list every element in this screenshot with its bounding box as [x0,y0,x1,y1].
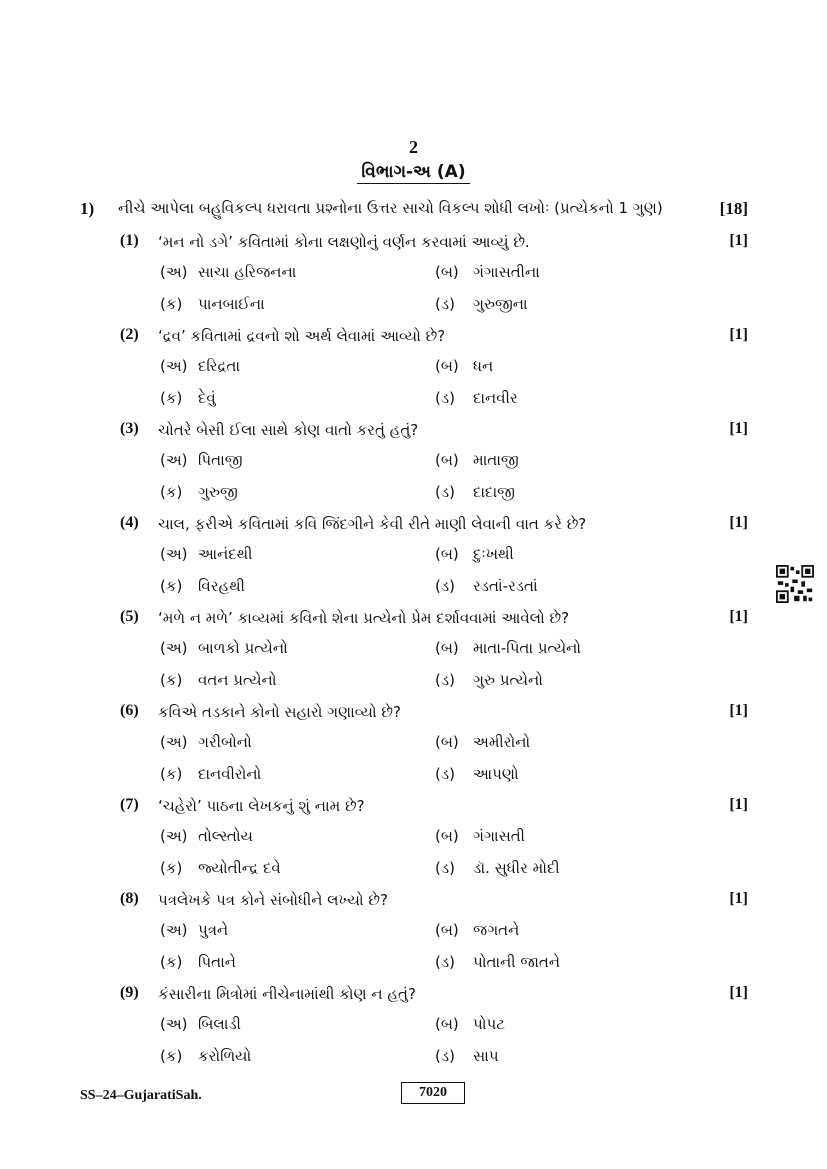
question-number: (4) [120,514,139,531]
answer-option [160,859,281,877]
option-text: બિલાડી [198,1015,241,1033]
answer-option [435,295,528,313]
option-label: (અ) [160,357,188,375]
option-text: જ્યોતીન્દ્ર દવે [198,859,281,877]
answer-option [160,671,276,689]
option-text: વતન પ્રત્યેનો [198,671,277,689]
option-text: ધન [473,357,494,375]
option-label: (ડ) [435,389,455,407]
footer-paper-code: SS–24–GujaratiSah. [80,1088,202,1103]
answer-option [160,953,236,971]
option-text: ડૉ. સુધીર મોદી [473,859,560,877]
answer-option [435,545,514,563]
question-marks: [1] [729,702,748,719]
question-number: (1) [120,232,139,249]
answer-option [160,483,238,501]
answer-option [160,827,253,845]
option-label: (ડ) [435,859,455,877]
option-text: પુત્રને [198,921,229,939]
option-text: દાનવીરોનો [198,765,262,783]
answer-option [435,953,560,971]
option-label: (ક) [160,953,183,971]
question-text: પત્રલેખકે પત્ર કોને સંબોધીને લખ્યો છે? [158,891,388,909]
answer-option [435,263,540,281]
option-text: આપણો [473,765,519,783]
option-label: (અ) [160,1015,188,1033]
answer-option [160,1047,251,1065]
answer-option [435,639,581,657]
question-marks: [1] [729,608,748,625]
option-label: (ક) [160,1047,183,1065]
question-text: ‘મળે ન મળે’ કાવ્યમાં કવિનો શેના પ્રત્યેનો પ્રેમ દર્શાવવામાં આવેલો છે? [158,609,570,627]
option-text: ગરીબોનો [198,733,252,751]
option-text: પોતાની જાતને [473,953,560,971]
option-label: (અ) [160,263,188,281]
answer-option [435,827,525,845]
question-text: ‘દ્રવ’ કવિતામાં દ્રવનો શો અર્થ લેવામાં આવ્યો છે? [158,327,446,345]
question-marks: [1] [729,796,748,813]
question-marks: [1] [729,326,748,343]
answer-option [160,357,240,375]
answer-option [435,859,560,877]
option-text: બાળકો પ્રત્યેનો [198,639,288,657]
answer-option [160,295,265,313]
option-label: (ડ) [435,671,455,689]
answer-option [160,1015,241,1033]
answer-option [435,451,519,469]
question-marks: [1] [729,420,748,437]
question-number: (8) [120,890,139,907]
option-label: (અ) [160,639,188,657]
answer-option [160,921,228,939]
option-label: (ક) [160,577,183,595]
page-number: 2 [409,137,418,157]
question-text: કંસારીના મિત્રોમાં નીચેનામાંથી કોણ ન હતું? [158,985,416,1003]
option-text: દાનવીર [473,389,518,407]
option-label: (ડ) [435,765,455,783]
option-text: દાદાજી [473,483,515,501]
option-text: દુઃખથી [473,545,514,563]
question-marks: [1] [729,984,748,1001]
option-text: રડતાં-રડતાં [473,577,538,595]
option-text: સાપ [473,1047,499,1065]
option-label: (ક) [160,671,183,689]
option-label: (બ) [435,357,459,375]
option-label: (બ) [435,733,459,751]
answer-option [160,765,261,783]
question-marks: [1] [729,890,748,907]
footer-box-code: 7020 [401,1082,465,1104]
option-label: (અ) [160,921,188,939]
option-text: પિતાજી [198,451,243,469]
answer-option [435,577,538,595]
option-label: (ક) [160,483,183,501]
question-number: (5) [120,608,139,625]
section-heading [0,162,827,182]
answer-option [160,389,216,407]
answer-option [435,1047,499,1065]
question-text: ‘મન નો ડગે’ કવિતામાં કોના લક્ષણોનું વર્ણન કરવામાં આવ્યું છે. [158,233,530,251]
option-label: (અ) [160,545,188,563]
option-text: તોલ્સ્તોય [198,827,253,845]
question-text: ચોતરે બેસી ઈલા સાથે કોણ વાતો કરતું હતું? [158,421,419,439]
answer-option [160,639,288,657]
option-label: (ક) [160,389,183,407]
question-number: (3) [120,420,139,437]
option-label: (ક) [160,765,183,783]
option-label: (બ) [435,263,459,281]
option-label: (ક) [160,859,183,877]
answer-option [435,1015,505,1033]
main-question-text: નીચે આપેલા બહુવિકલ્પ ધરાવતા પ્રશ્નોના ઉત્તર સાચો વિકલ્પ શોધી લખોઃ (પ્રત્યેકનો 1 ગુણ) [118,199,663,217]
answer-option [435,483,515,501]
answer-option [435,733,530,751]
question-number: (7) [120,796,139,813]
section-title: વિભાગ-અ (A) [357,162,469,184]
answer-option [435,765,519,783]
option-label: (અ) [160,827,188,845]
option-text: ગંગાસતી [473,827,525,845]
option-text: કરોળિયો [198,1047,252,1065]
option-text: માતા-પિતા પ્રત્યેનો [473,639,582,657]
option-label: (ડ) [435,577,455,595]
option-label: (ડ) [435,295,455,313]
option-label: (બ) [435,639,459,657]
option-text: દેવું [198,389,216,407]
option-label: (બ) [435,921,459,939]
option-label: (અ) [160,733,188,751]
question-number: (9) [120,984,139,1001]
option-label: (ડ) [435,1047,455,1065]
option-text: પાનબાઈના [198,295,265,313]
option-label: (ડ) [435,953,455,971]
option-label: (ડ) [435,483,455,501]
answer-option [160,577,245,595]
question-number: (6) [120,702,139,719]
question-text: ‘ચહેરો’ પાઠના લેખકનું શું નામ છે? [158,797,365,815]
question-marks: [1] [729,232,748,249]
question-number: (2) [120,326,139,343]
option-text: જગતને [473,921,520,939]
option-text: પિતાને [198,953,236,971]
option-text: વિરહથી [198,577,245,595]
question-text: ચાલ, ફરીએ કવિતામાં કવિ જિંદગીને કેવી રીતે માણી લેવાની વાત કરે છે? [158,515,587,533]
option-label: (બ) [435,827,459,845]
question-text: કવિએ તડકાને કોનો સહારો ગણાવ્યો છે? [158,703,401,721]
option-text: ગંગાસતીના [473,263,540,281]
option-text: ગુરુજીના [473,295,528,313]
answer-option [160,451,243,469]
option-text: સાચા હરિજનના [198,263,297,281]
main-question-marks: [18] [719,199,748,218]
answer-option [160,733,252,751]
option-text: અમીરોનો [473,733,531,751]
option-label: (બ) [435,451,459,469]
answer-option [435,921,519,939]
answer-option [160,545,252,563]
option-label: (બ) [435,1015,459,1033]
answer-option [435,357,493,375]
option-text: આનંદથી [198,545,253,563]
qr-code-icon [776,565,814,603]
option-text: પોપટ [473,1015,505,1033]
option-label: (ક) [160,295,183,313]
answer-option [160,263,296,281]
option-text: ગુરુ પ્રત્યેનો [473,671,543,689]
option-label: (બ) [435,545,459,563]
option-text: દરિદ્રતા [198,357,241,375]
option-text: માતાજી [473,451,519,469]
option-label: (અ) [160,451,188,469]
main-question-number: 1) [80,199,95,218]
question-marks: [1] [729,514,748,531]
answer-option [435,671,543,689]
option-text: ગુરુજી [198,483,238,501]
answer-option [435,389,518,407]
